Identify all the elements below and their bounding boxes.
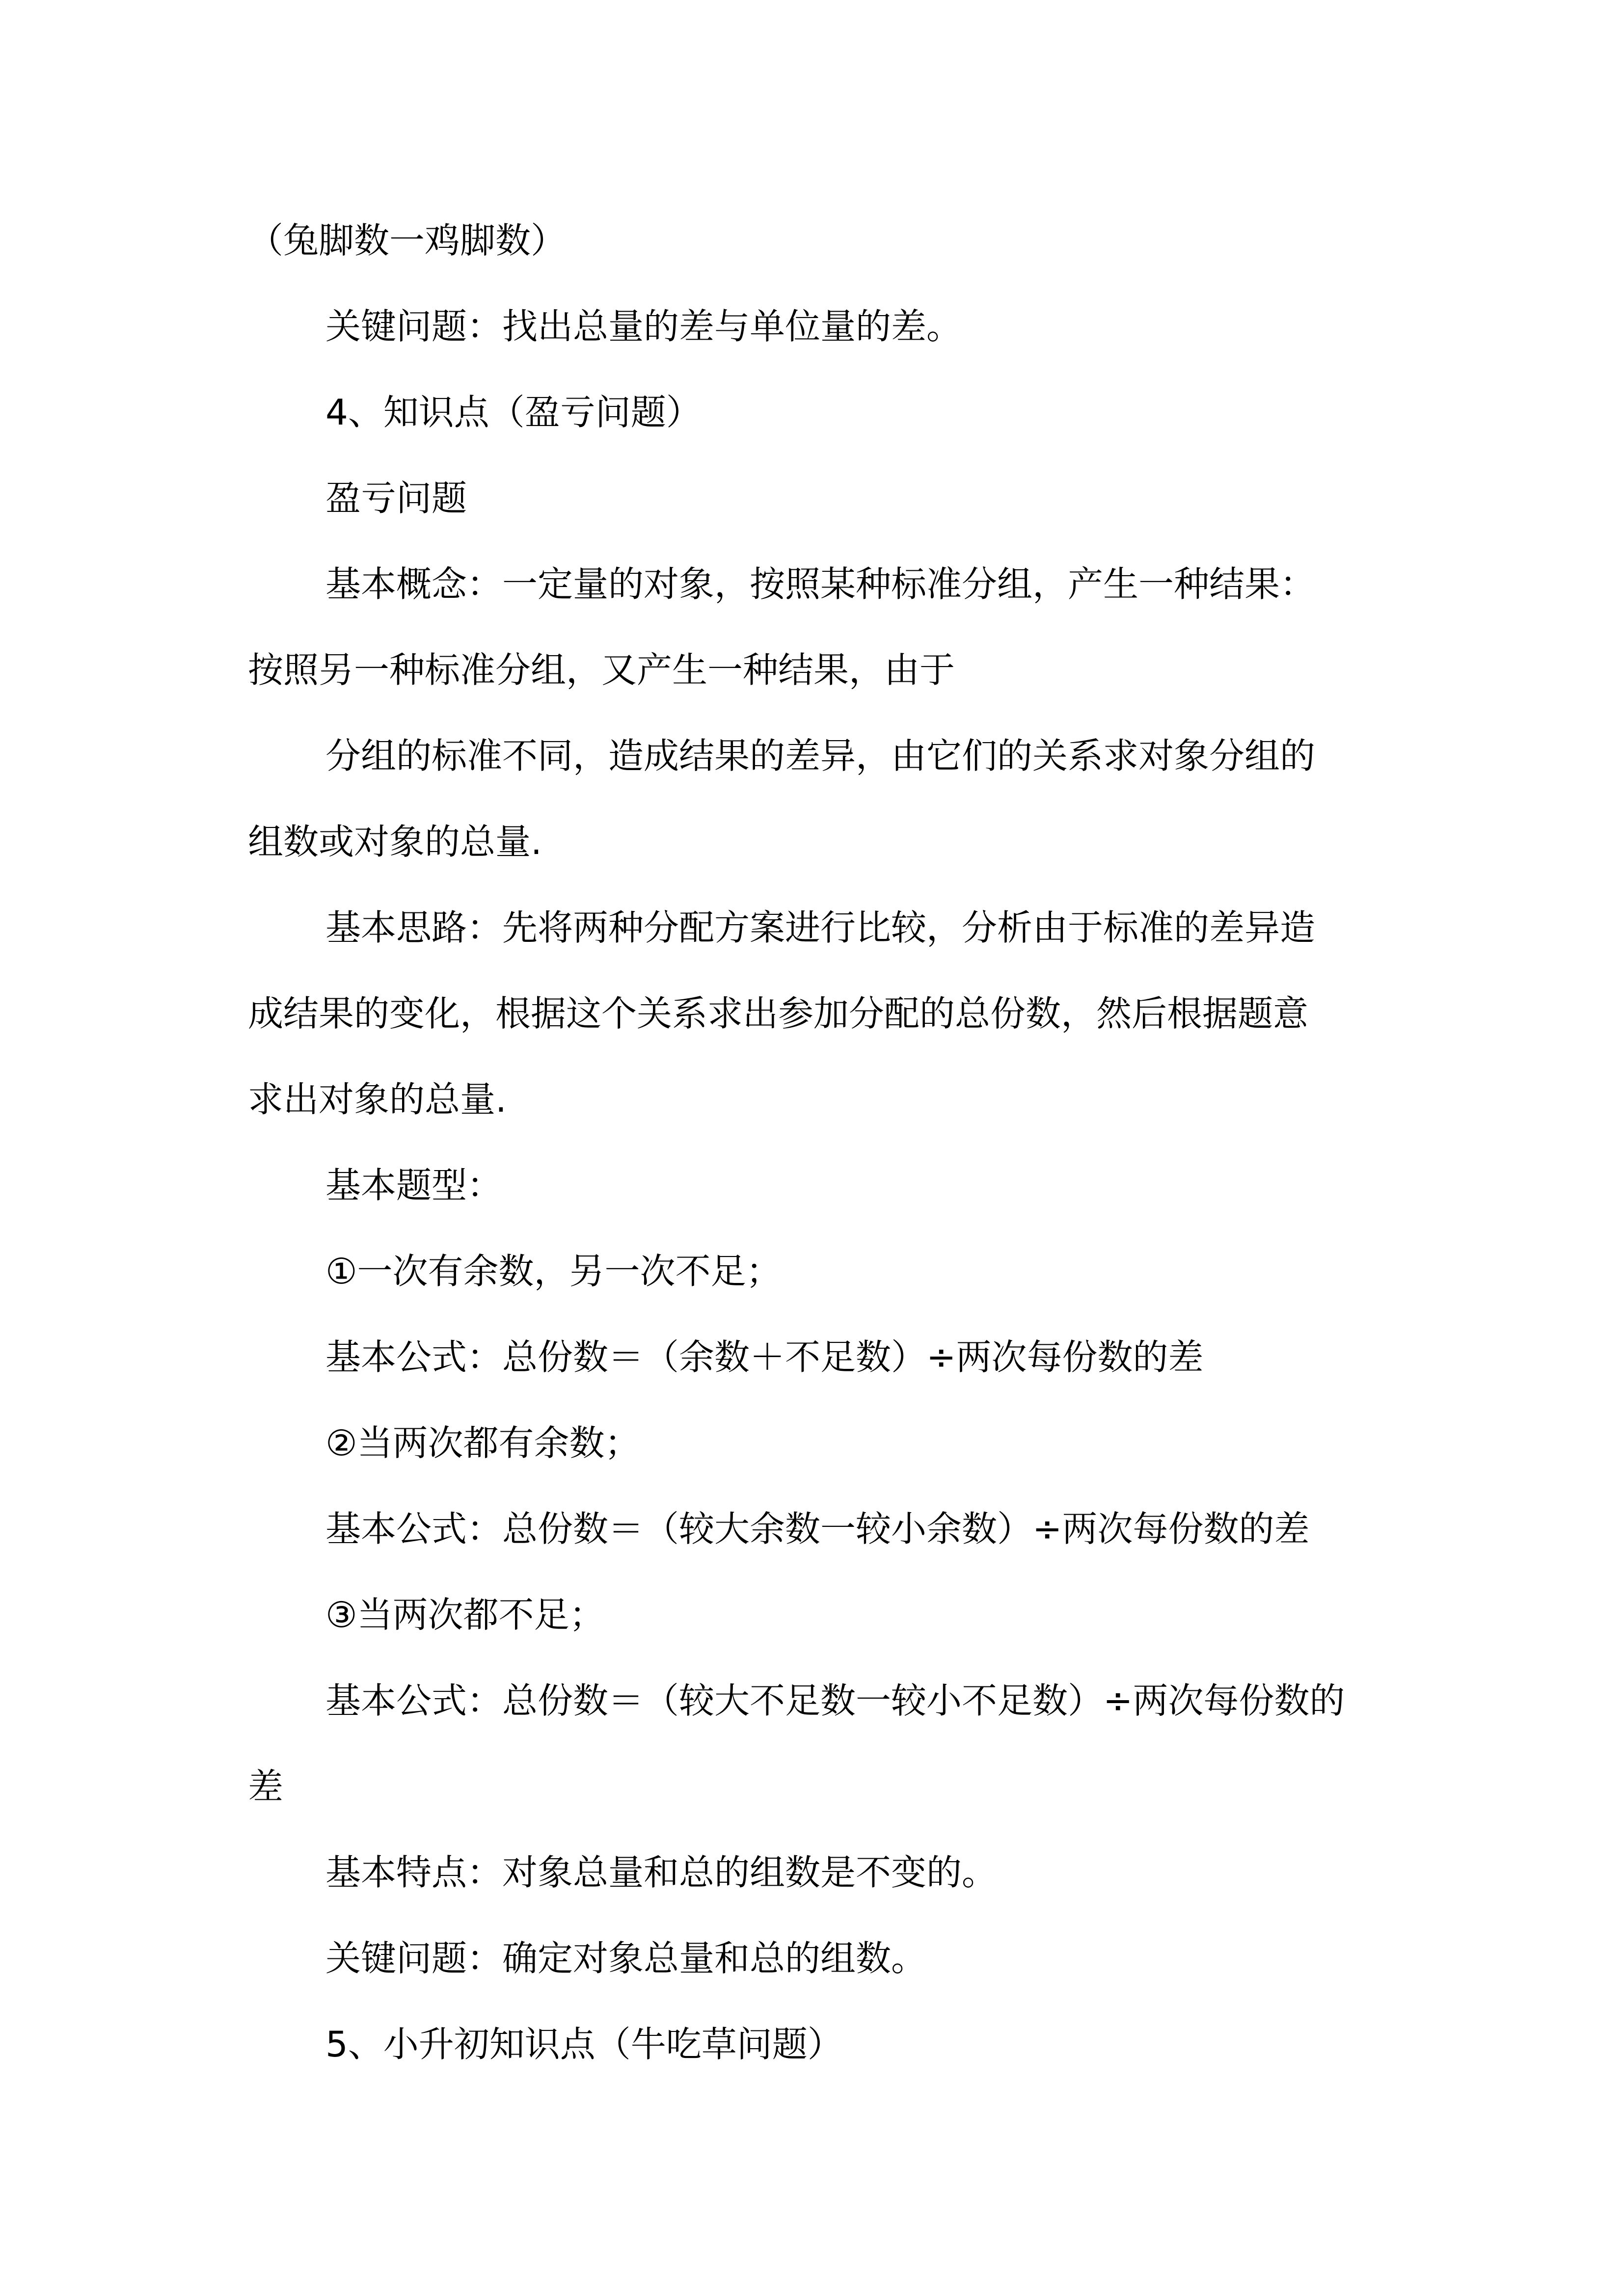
text-line-15: ②当两次都有余数； bbox=[325, 1422, 640, 1464]
text-line-11: 求出对象的总量. bbox=[248, 1079, 507, 1120]
formula-line-3: 基本公式：总份数＝（较大不足数一较小不足数）÷两次每份数的 bbox=[325, 1680, 1345, 1721]
text-line-7: 分组的标准不同，造成结果的差异，由它们的关系求对象分组的 bbox=[325, 735, 1316, 776]
formula-line-2: 基本公式：总份数＝（较大余数一较小余数）÷两次每份数的差 bbox=[325, 1508, 1310, 1549]
text-line-10: 成结果的变化，根据这个关系求出参加分配的总份数，然后根据题意 bbox=[248, 993, 1309, 1034]
text-line-13: ①一次有余数，另一次不足； bbox=[325, 1251, 782, 1292]
section-heading-4: 4、知识点（盈亏问题） bbox=[325, 392, 702, 433]
text-line-12: 基本题型： bbox=[325, 1165, 503, 1206]
text-line-20: 基本特点：对象总量和总的组数是不变的。 bbox=[325, 1852, 998, 1893]
text-line-17: ③当两次都不足； bbox=[325, 1594, 605, 1635]
text-line-2: 关键问题：找出总量的差与单位量的差。 bbox=[325, 306, 962, 347]
text-line-8: 组数或对象的总量. bbox=[248, 821, 542, 862]
text-line-9: 基本思路：先将两种分配方案进行比较，分析由于标准的差异造 bbox=[325, 907, 1316, 948]
text-line-21: 关键问题：确定对象总量和总的组数。 bbox=[325, 1938, 927, 1979]
subsection-title: 盈亏问题 bbox=[325, 478, 467, 519]
text-line-6: 按照另一种标准分组，又产生一种结果，由于 bbox=[248, 649, 955, 691]
formula-line-1: 基本公式：总份数＝（余数＋不足数）÷两次每份数的差 bbox=[325, 1336, 1204, 1378]
text-line-1: （兔脚数一鸡脚数） bbox=[248, 220, 567, 261]
text-line-5: 基本概念：一定量的对象，按照某种标准分组，产生一种结果： bbox=[325, 563, 1316, 605]
text-line-19: 差 bbox=[248, 1766, 284, 1807]
section-heading-5: 5、小升初知识点（牛吃草问题） bbox=[325, 2024, 843, 2065]
